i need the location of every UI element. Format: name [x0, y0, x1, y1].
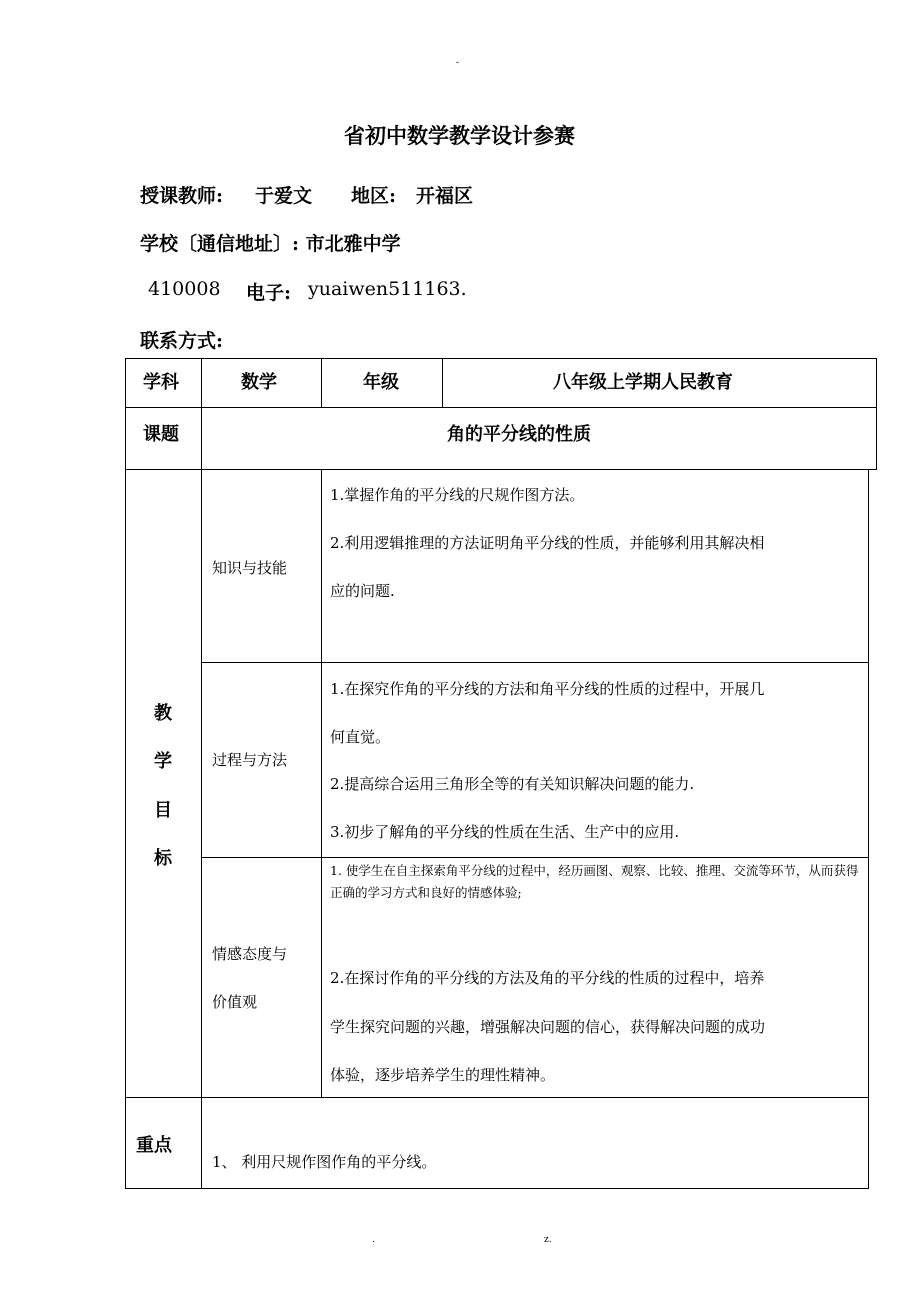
topic-label: 课题: [143, 424, 179, 445]
topic-value: 角的平分线的性质: [447, 424, 591, 445]
process-item: 3.初步了解角的平分线的性质在生活、生产中的应用.: [330, 823, 680, 841]
emotion-item: 学生探究问题的兴趣，增强解决问题的信心，获得解决问题的成功: [330, 1018, 766, 1036]
footer-right: z.: [544, 1235, 552, 1245]
emotion-label: 价值观: [212, 993, 258, 1011]
knowledge-item: 应的问题.: [330, 582, 395, 600]
email-value: yuaiwen511163.: [308, 278, 467, 300]
region-label: 地区:: [351, 185, 397, 207]
region-name: 开福区: [416, 185, 474, 207]
grade-label: 年级: [363, 372, 399, 393]
emotion-item: 体验，逐步培养学生的理性精神。: [330, 1066, 556, 1084]
top-mark: -: [456, 58, 460, 68]
process-item: 1.在探究作角的平分线的方法和角平分线的性质的过程中，开展几: [330, 680, 765, 698]
knowledge-label: 知识与技能: [212, 559, 288, 577]
process-item: 何直觉。: [330, 728, 391, 746]
subject-label: 学科: [143, 372, 179, 393]
email-label: 电子:: [246, 282, 292, 304]
footer-left: .: [372, 1235, 375, 1245]
key-value: 1、 利用尺规作图作角的平分线。: [212, 1153, 437, 1171]
teacher-label: 授课教师:: [140, 185, 224, 207]
contact-label: 联系方式:: [140, 330, 224, 352]
subject-value: 数学: [241, 372, 277, 393]
process-label: 过程与方法: [212, 751, 288, 769]
teacher-name: 于爱文: [255, 185, 313, 207]
page-title: 省初中数学教学设计参赛: [344, 123, 575, 148]
school-line: 学校〔通信地址〕: 市北雅中学: [140, 233, 401, 255]
process-item: 2.提高综合运用三角形全等的有关知识解决问题的能力.: [330, 775, 695, 793]
key-label: 重点: [136, 1135, 172, 1156]
knowledge-item: 2.利用逻辑推理的方法证明角平分线的性质，并能够利用其解决相: [330, 534, 765, 552]
knowledge-item: 1.掌握作角的平分线的尺规作图方法。: [330, 486, 585, 504]
grade-value: 八年级上学期人民教育: [553, 372, 733, 393]
postcode: 410008: [148, 278, 221, 300]
emotion-label: 情感态度与: [212, 945, 288, 963]
emotion-item: 2.在探讨作角的平分线的方法及角的平分线的性质的过程中，培养: [330, 969, 765, 987]
emotion-item: 1. 使学生在自主探索角平分线的过程中，经历画图、观察、比较、推理、交流等环节，从而获得正确的学习方式和良好的情感体验;: [330, 863, 859, 900]
